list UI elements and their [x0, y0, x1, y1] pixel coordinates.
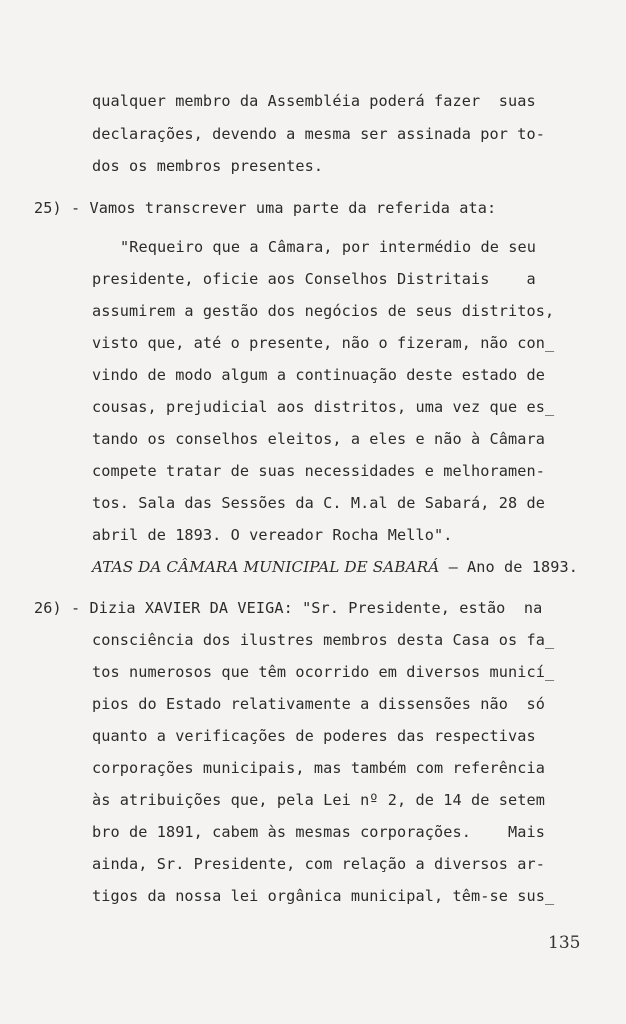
text-line: assumirem a gestão dos negócios de seus distritos, [92, 302, 555, 320]
text-line: consciência dos ilustres membros desta Casa os fa_ [92, 631, 555, 649]
text-line: tigos da nossa lei orgânica municipal, têm-se sus_ [92, 887, 555, 905]
text-line: presidente, oficie aos Conselhos Distritais a [92, 270, 536, 288]
page-number: 135 [548, 933, 581, 953]
text-line: corporações municipais, mas também com referência [92, 759, 545, 777]
text-line: tos numerosos que têm ocorrido em diversos municí_ [92, 663, 555, 681]
citation-source: ATAS DA CÂMARA MUNICIPAL DE SABARÁ [92, 558, 440, 576]
text-line: compete tratar de suas necessidades e melhoramen- [92, 462, 545, 480]
text-line: ainda, Sr. Presidente, com relação a diversos ar- [92, 855, 545, 873]
text-line: quanto a verificações de poderes das respectivas [92, 727, 536, 745]
text-line: visto que, até o presente, não o fizeram, não con_ [92, 334, 555, 352]
text-line: cousas, prejudicial aos distritos, uma vez que es_ [92, 398, 555, 416]
text-line: abril de 1893. O vereador Rocha Mello". [92, 526, 453, 544]
text-line: vindo de modo algum a continuação deste estado de [92, 366, 545, 384]
text-line: 26) - Dizia XAVIER DA VEIGA: "Sr. Presidente, estão na [34, 599, 543, 617]
text-line: bro de 1891, cabem às mesmas corporações. Mais [92, 823, 545, 841]
text-line: "Requeiro que a Câmara, por intermédio de seu [120, 238, 536, 256]
text-line: qualquer membro da Assembléia poderá fazer suas [92, 92, 536, 110]
text-line: dos os membros presentes. [92, 157, 324, 175]
citation-year: – Ano de 1893. [448, 558, 578, 576]
text-line: às atribuições que, pela Lei nº 2, de 14 de setem [92, 791, 545, 809]
text-line: pios do Estado relativamente a dissensões não só [92, 695, 545, 713]
text-line: tando os conselhos eleitos, a eles e não à Câmara [92, 430, 545, 448]
text-line: tos. Sala das Sessões da C. M.al de Sabará, 28 de [92, 494, 545, 512]
text-line: 25) - Vamos transcrever uma parte da referida ata: [34, 199, 497, 217]
text-line: declarações, devendo a mesma ser assinada por to- [92, 125, 545, 143]
citation-line [92, 557, 578, 577]
